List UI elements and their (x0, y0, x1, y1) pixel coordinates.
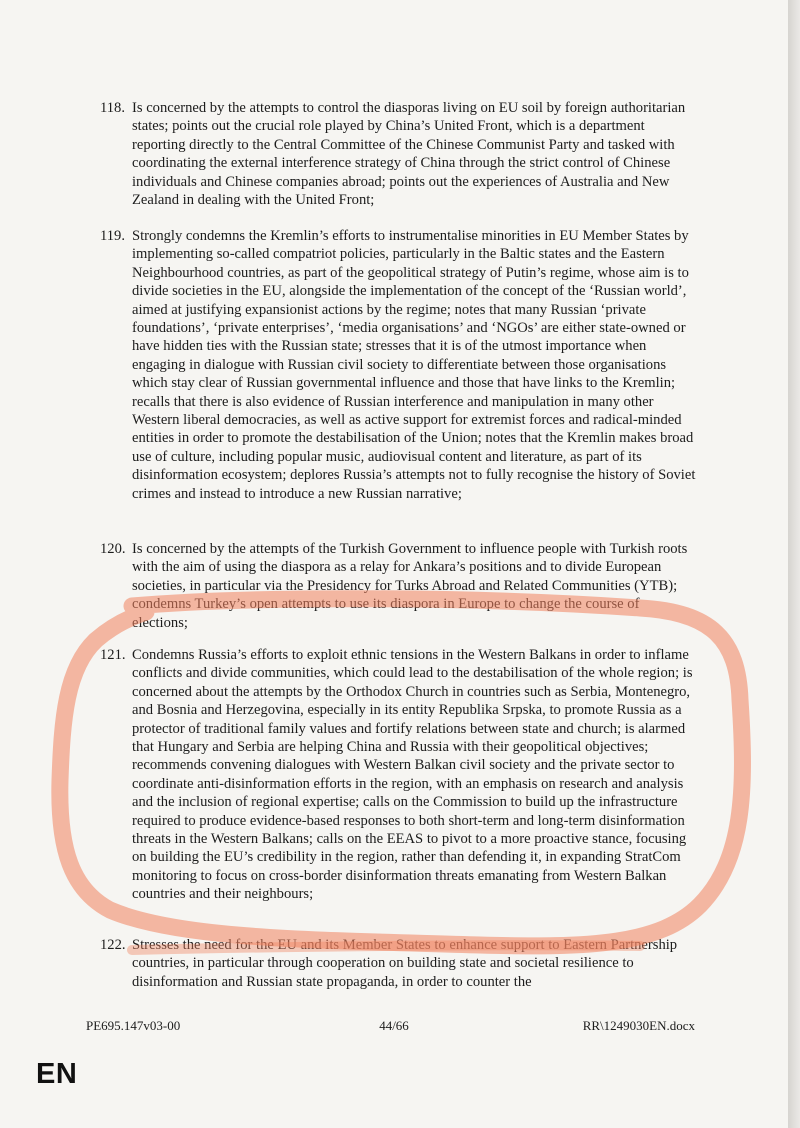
paragraph-122 (100, 936, 696, 991)
paragraph-number: 121. (100, 647, 126, 663)
paragraph-121 (100, 646, 696, 904)
paragraph-number: 119. (100, 228, 125, 244)
paragraph-119 (100, 227, 696, 503)
paragraph-text: Condemns Russia’s efforts to exploit ethnic tensions in the Western Balkans in order to inflame conflicts and divide communities, which could lead to the destabilisation of the whole region; is concerned about the attempts by the Orthodox Church in countries such as Serbia, Montenegro, and Bosnia and Herzegovina, especially in its entity Republika Srpska, to promote Russia as a protector of traditional family values and fortify relations between state and church; is alarmed that Hungary and Serbia are helping China and Russia with their geopolitical objectives; recommends convening dialogues with Western Balkan civil society and the private sector to coordinate anti-disinformation efforts in the region, with an emphasis on research and analysis and the inclusion of regional expertise; calls on the Commission to build up the infrastructure required to produce evidence-based responses to both short-term and long-term disinformation threats in the Western Balkans; calls on the EEAS to pivot to a more proactive stance, focusing on building the EU’s credibility in the region, rather than defending it, in expanding StratCom monitoring to focus on cross-border disinformation threats emanating from Western Balkan countries and their neighbours; (132, 647, 693, 903)
paragraph-number: 118. (100, 100, 125, 116)
footer-file-ref: RR\1249030EN.docx (582, 1018, 695, 1033)
language-tag: EN (36, 1058, 78, 1090)
page-edge-shadow (788, 0, 800, 1128)
footer-doc-ref: PE695.147v03-00 (86, 1018, 181, 1033)
paragraph-120 (100, 540, 696, 632)
paragraph-text: Is concerned by the attempts to control the diasporas living on EU soil by foreign authoritarian states; points out the crucial role played by China’s United Front, which is a department reporting directly to the Central Committee of the Chinese Communist Party and tasked with coordinating the external interference strategy of China through the strict control of Chinese individuals and Chinese companies abroad; points out the experiences of Australia and New Zealand in dealing with the United Front; (132, 100, 686, 209)
paragraph-text: Stresses the need for the EU and its Member States to enhance support to Eastern Partnership countries, in particular through cooperation on building state and societal resilience to disinformation and Russian state propaganda, in order to counter the (132, 937, 678, 990)
paragraph-text: Is concerned by the attempts of the Turkish Government to influence people with Turkish roots with the aim of using the diaspora as a relay for Ankara’s positions and to divide European societies, in particular via the Presidency for Turks Abroad and Related Communities (YTB); condemns Turkey’s open attempts to use its diaspora in Europe to change the course of elections; (132, 541, 688, 631)
paragraph-number: 122. (100, 937, 126, 953)
paragraph-118 (100, 99, 696, 209)
paragraph-text: Strongly condemns the Kremlin’s efforts to instrumentalise minorities in EU Member States by implementing so-called compatriot policies, particularly in the Baltic states and the Eastern Neighbourhood countries, as part of the geopolitical strategy of Putin’s regime, whose aim is to divide societies in the EU, alongside the implementation of the concept of the ‘Russian world’, aimed at justifying expansionist actions by the regime; notes that many Russian ‘private foundations’, ‘private enterprises’, ‘media organisations’ and ‘NGOs’ are either state-owned or have hidden ties with the Russian state; stresses that it is of the utmost importance when engaging in dialogue with Russian civil society to differentiate between those organisations which stay clear of Russian governmental influence and those that have links to the Kremlin; recalls that there is also evidence of Russian interference and manipulation in many other Western liberal democracies, as well as active support for extremist forces and radical-minded entities in order to promote the destabilisation of the Union; notes that the Kremlin makes broad use of culture, including popular music, audiovisual content and literature, as part of its disinformation ecosystem; deplores Russia’s attempts not to fully recognise the history of Soviet crimes and instead to introduce a new Russian narrative; (132, 228, 696, 502)
footer-page-number: 44/66 (379, 1018, 409, 1033)
paragraph-number: 120. (100, 541, 126, 557)
